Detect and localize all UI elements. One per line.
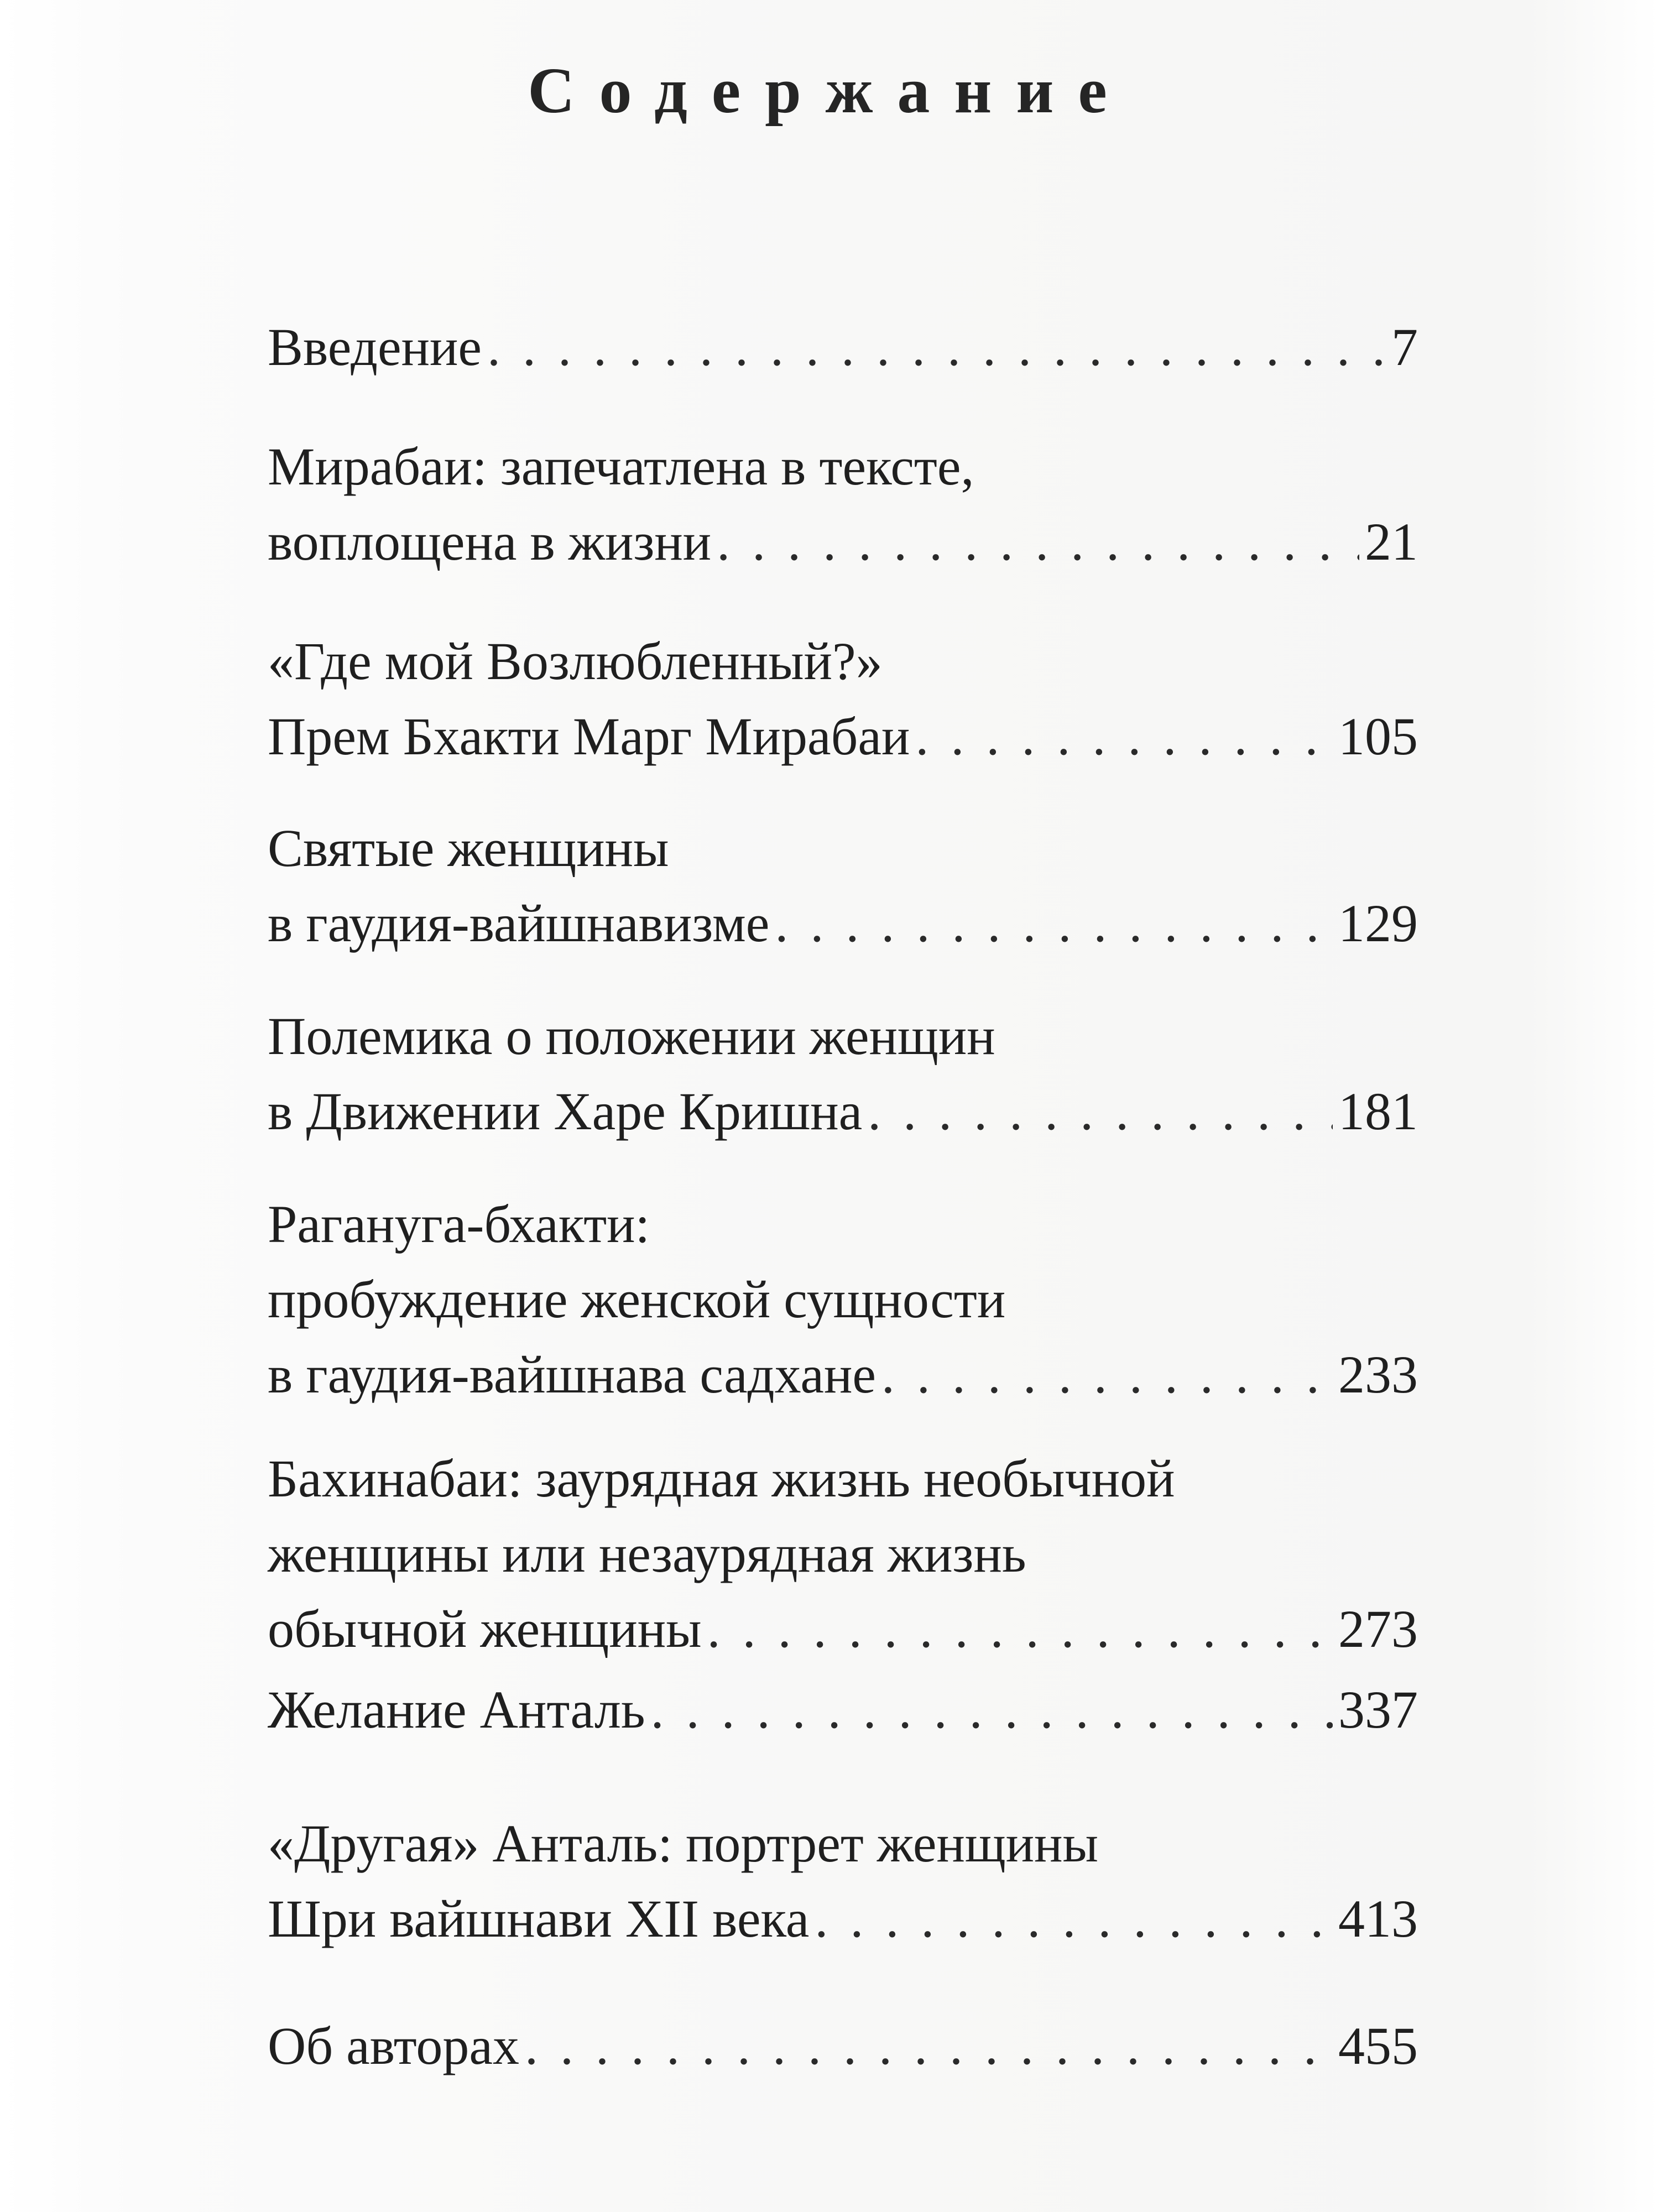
dot-leader: [651, 1672, 1333, 1747]
dot-leader: [775, 886, 1333, 961]
page-number: 455: [1338, 2016, 1418, 2075]
toc-entry-last-line: [268, 310, 1418, 385]
toc-entry-last-line: [268, 886, 1418, 961]
page-number: 273: [1338, 1599, 1418, 1658]
toc-entry-last-line: [268, 2008, 1418, 2084]
contents-title: Содержание: [528, 54, 1131, 127]
dot-leader: [868, 1074, 1333, 1149]
dot-leader: [707, 1592, 1333, 1667]
dot-leader: [525, 2008, 1333, 2084]
toc-entry-last-line: [268, 1672, 1418, 1747]
dot-leader: [815, 1881, 1333, 1957]
toc-entry-title: Введение: [268, 317, 482, 377]
toc-entry-about-authors[interactable]: [268, 2008, 1418, 2084]
page-number: 181: [1338, 1082, 1418, 1141]
toc-entry-title: обычной женщины: [268, 1599, 702, 1658]
toc-entry-other-andal[interactable]: [268, 1806, 1418, 1957]
toc-entry-title: воплощена в жизни: [268, 512, 712, 571]
toc-entry-title-line: Святые женщины: [268, 818, 669, 878]
dot-leader: [915, 699, 1333, 774]
toc-entry-raganuga[interactable]: [268, 1187, 1418, 1412]
toc-entry-title: Шри вайшнави XII века: [268, 1889, 810, 1948]
toc-entry-last-line: [268, 699, 1418, 774]
page-number: 7: [1391, 317, 1418, 377]
toc-entry-mirabai-text[interactable]: [268, 429, 1418, 580]
dot-leader: [717, 504, 1359, 580]
toc-entry-title-line: пробуждение женской сущности: [268, 1270, 1006, 1329]
page-number: 233: [1338, 1345, 1418, 1404]
toc-entry-title: в Движении Харе Кришна: [268, 1082, 863, 1141]
toc-entry-title-line: Полемика о положении женщин: [268, 1006, 995, 1066]
toc-entry-title: в гаудия-вайшнавизме: [268, 894, 770, 953]
toc-entry-title: Прем Бхакти Марг Мирабаи: [268, 707, 910, 766]
toc-entry-title-line: «Другая» Анталь: портрет женщины: [268, 1814, 1099, 1873]
toc-entry-title-line: Бахинабаи: заурядная жизнь необычной: [268, 1449, 1175, 1508]
toc-entry-title: Желание Анталь: [268, 1680, 645, 1739]
page-number: 413: [1338, 1889, 1418, 1948]
toc-entry-title-line: «Где мой Возлюбленный?»: [268, 632, 883, 691]
toc-entry-last-line: [268, 1074, 1418, 1149]
toc-entry-title-line: женщины или незаурядная жизнь: [268, 1524, 1026, 1583]
toc-entry-title-line: Мирабаи: запечатлена в тексте,: [268, 437, 974, 496]
toc-entry-last-line: [268, 1592, 1418, 1667]
toc-entry-last-line: [268, 504, 1418, 580]
dot-leader: [881, 1337, 1333, 1412]
page-number: 129: [1338, 894, 1418, 953]
page-number: 105: [1338, 707, 1418, 766]
toc-entry-beloved[interactable]: [268, 624, 1418, 774]
toc-entry-bahinabai[interactable]: [268, 1441, 1418, 1667]
toc-entry-desire-andal[interactable]: [268, 1672, 1418, 1747]
toc-entry-last-line: [268, 1881, 1418, 1957]
toc-entry-introduction[interactable]: [268, 310, 1418, 385]
toc-entry-title: в гаудия-вайшнава садхане: [268, 1345, 876, 1404]
toc-entry-holy-women[interactable]: [268, 811, 1418, 961]
toc-entry-title: Об авторах: [268, 2016, 520, 2075]
toc-entry-polemic[interactable]: [268, 999, 1418, 1149]
page-number: 337: [1338, 1680, 1418, 1739]
toc-entry-title-line: Рагануга-бхакти:: [268, 1194, 650, 1254]
toc-entry-last-line: [268, 1337, 1418, 1412]
dot-leader: [487, 310, 1386, 385]
page-number: 21: [1365, 512, 1418, 571]
